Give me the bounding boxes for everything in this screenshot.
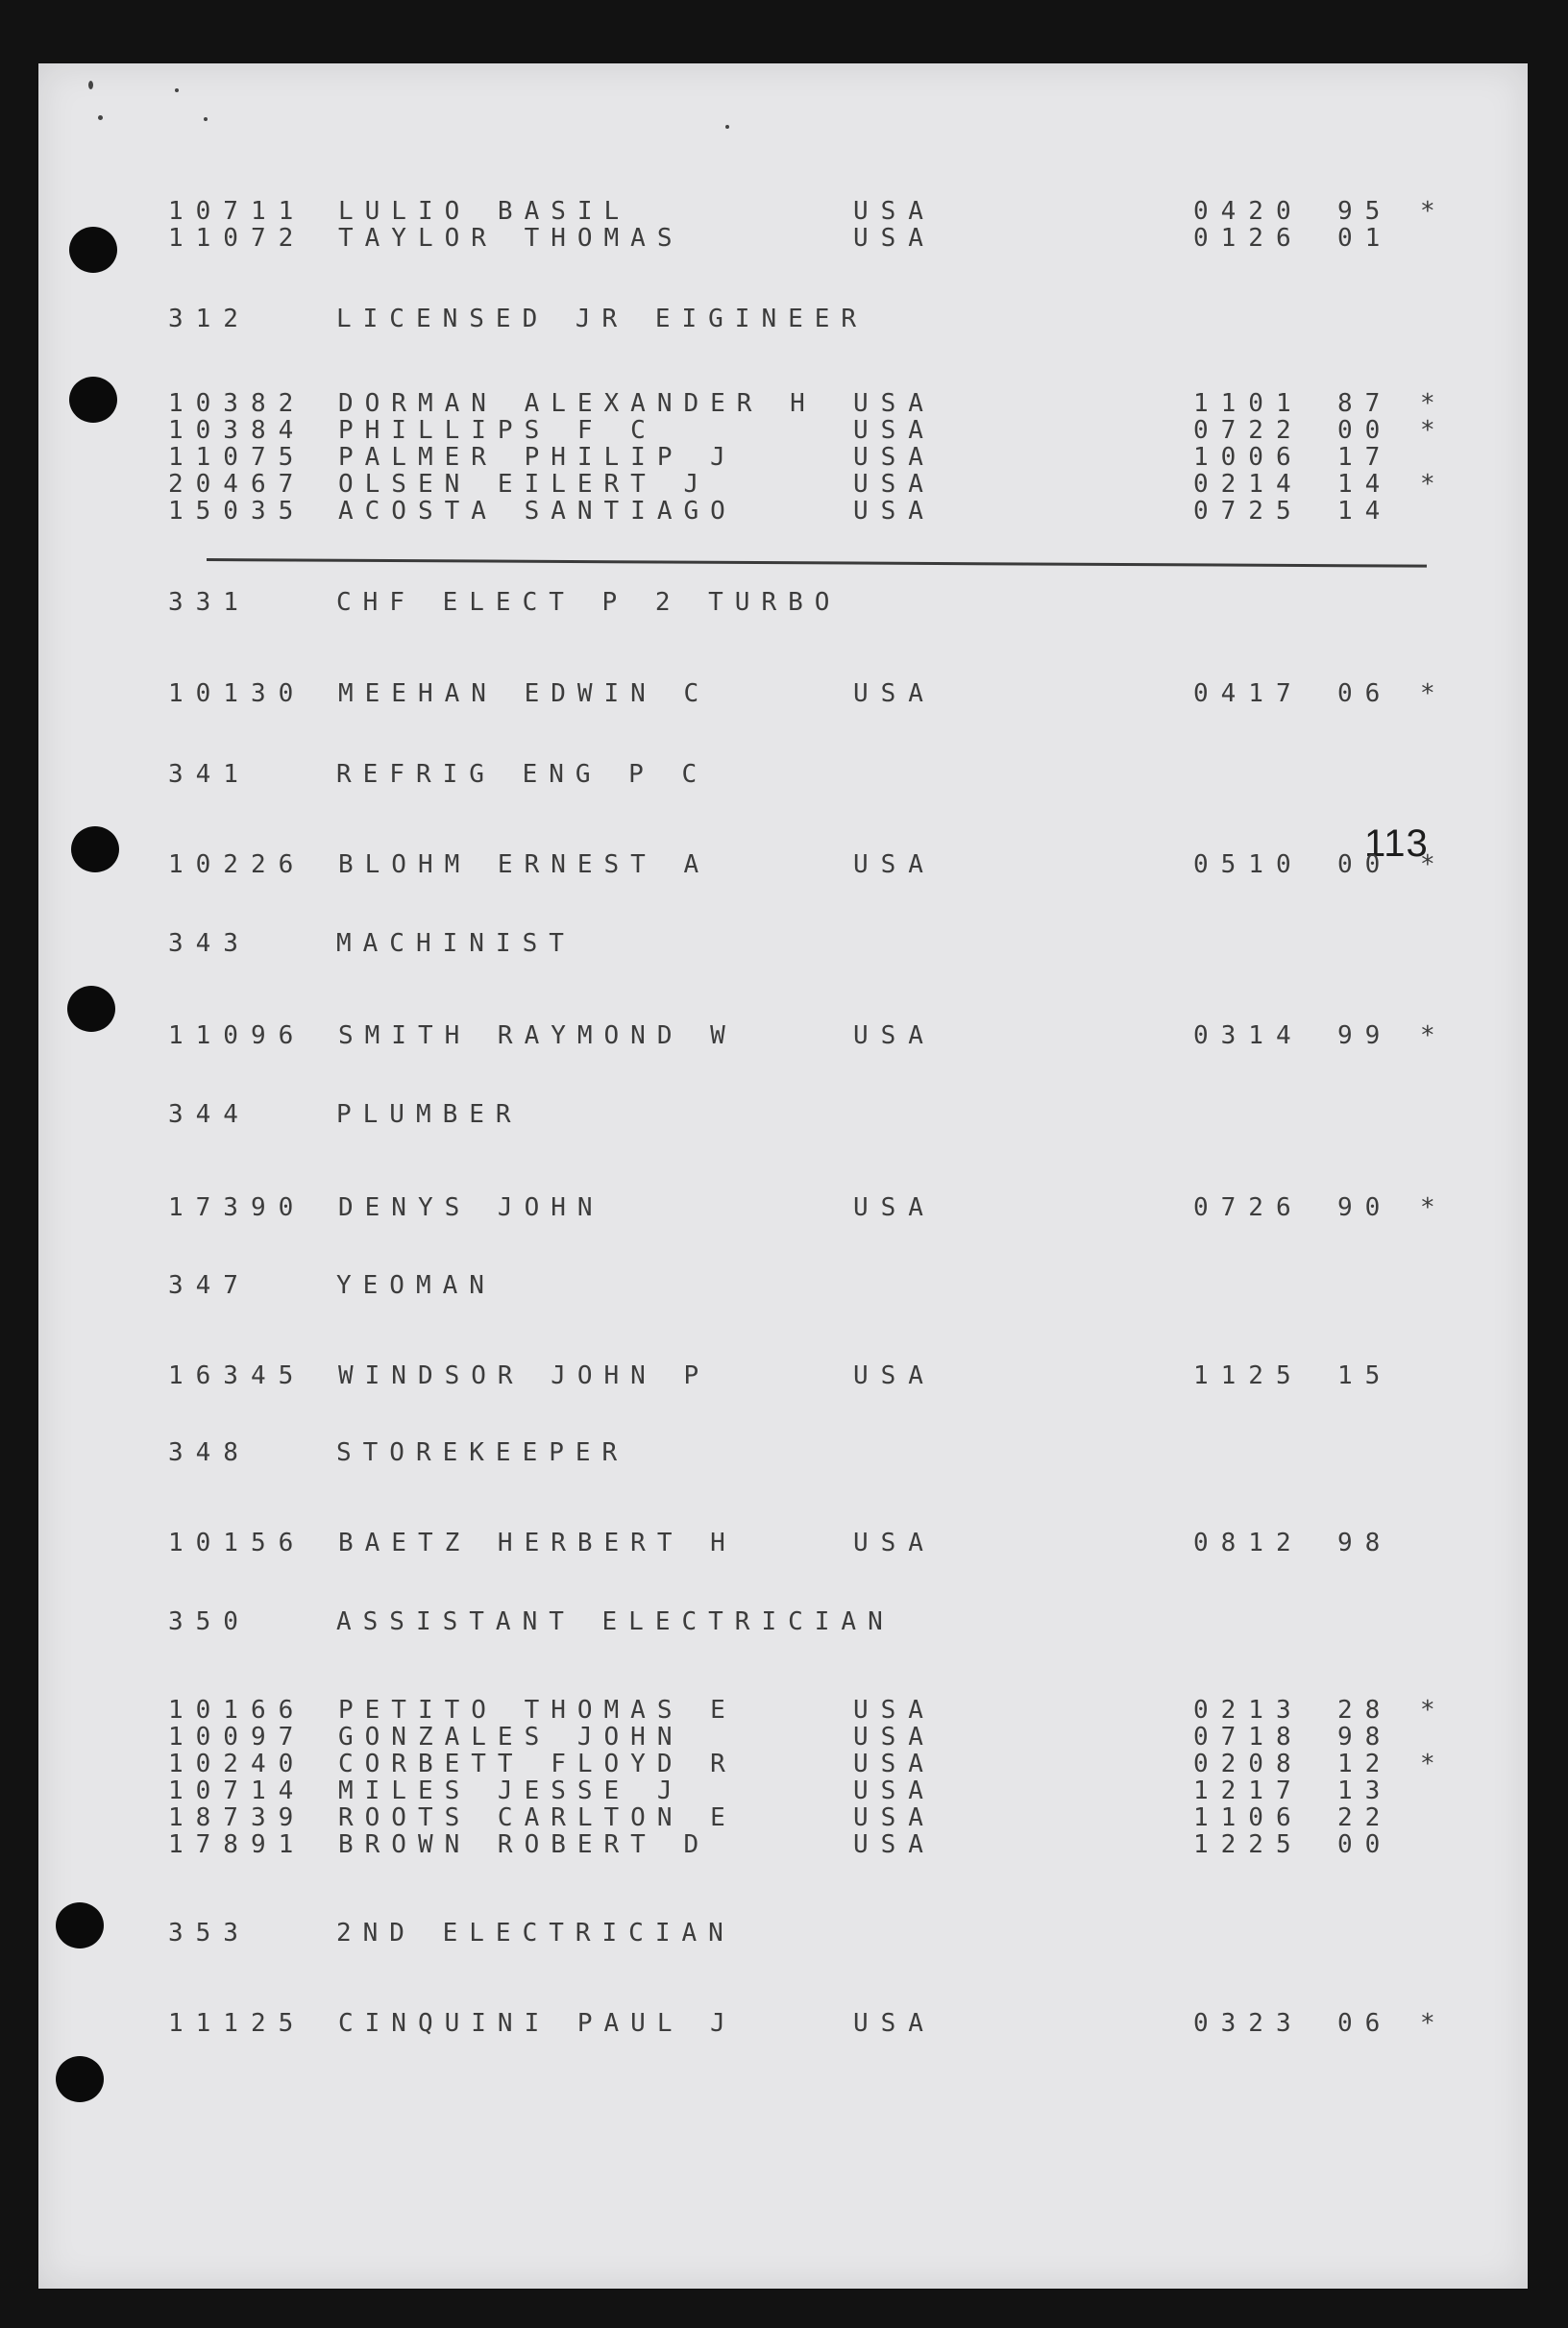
entry-date: 0126	[1193, 224, 1304, 253]
entry-id: 20467	[168, 470, 306, 499]
entry-id: 15035	[168, 497, 306, 526]
entry-name: BROWN ROBERT D	[338, 1830, 711, 1859]
entry-citizenship: USA	[853, 497, 936, 526]
entry-citizenship: USA	[853, 1696, 936, 1725]
entry-citizenship: USA	[853, 1750, 936, 1778]
entry-code: 90	[1337, 1193, 1393, 1222]
entry-code: 06	[1337, 679, 1393, 708]
entry-name: PALMER PHILIP J	[338, 443, 737, 472]
entry-name: MEEHAN EDWIN C	[338, 679, 711, 708]
section-code: 312	[168, 305, 251, 333]
entry-id: 10382	[168, 389, 306, 418]
entry-citizenship: USA	[853, 1361, 936, 1390]
entry-id: 10714	[168, 1777, 306, 1805]
entry-asterisk: *	[1420, 1021, 1435, 1050]
entry-date: 1101	[1193, 389, 1304, 418]
entry-asterisk: *	[1420, 1696, 1435, 1725]
entry-code: 17	[1337, 443, 1393, 472]
entry-date: 0208	[1193, 1750, 1304, 1778]
entry-id: 10711	[168, 197, 306, 226]
entry-id: 18739	[168, 1803, 306, 1832]
entry-code: 22	[1337, 1803, 1393, 1832]
entry-citizenship: USA	[853, 1777, 936, 1805]
entry-name: GONZALES JOHN	[338, 1723, 684, 1752]
document-page	[38, 63, 1528, 2289]
entry-date: 1217	[1193, 1777, 1304, 1805]
entry-id: 10097	[168, 1723, 306, 1752]
entry-date: 0417	[1193, 679, 1304, 708]
entry-asterisk: *	[1420, 470, 1435, 499]
entry-citizenship: USA	[853, 1021, 936, 1050]
entry-name: CORBETT FLOYD R	[338, 1750, 737, 1778]
entry-id: 11125	[168, 2009, 306, 2038]
punch-hole	[69, 377, 117, 423]
section-code: 347	[168, 1271, 251, 1300]
entry-name: ACOSTA SANTIAGO	[338, 497, 737, 526]
entry-name: CINQUINI PAUL J	[338, 2009, 737, 2038]
entry-id: 17390	[168, 1193, 306, 1222]
section-title: YEOMAN	[336, 1271, 496, 1300]
speck	[175, 88, 179, 92]
section-code: 344	[168, 1100, 251, 1129]
entry-asterisk: *	[1420, 850, 1435, 879]
entry-name: MILES JESSE J	[338, 1777, 684, 1805]
entry-asterisk: *	[1420, 679, 1435, 708]
strike-through-line	[207, 558, 1427, 568]
entry-code: 14	[1337, 470, 1393, 499]
section-code: 341	[168, 760, 251, 789]
entry-date: 0718	[1193, 1723, 1304, 1752]
entry-code: 15	[1337, 1361, 1393, 1390]
entry-citizenship: USA	[853, 1803, 936, 1832]
entry-citizenship: USA	[853, 1723, 936, 1752]
speck	[88, 81, 93, 89]
entry-id: 11096	[168, 1021, 306, 1050]
entry-name: BAETZ HERBERT H	[338, 1529, 737, 1557]
entry-code: 12	[1337, 1750, 1393, 1778]
speck	[725, 125, 729, 129]
entry-date: 0725	[1193, 497, 1304, 526]
section-title: 2ND ELECTRICIAN	[336, 1919, 735, 1948]
entry-id: 11072	[168, 224, 306, 253]
speck	[98, 115, 103, 120]
section-code: 348	[168, 1438, 251, 1467]
entry-date: 1225	[1193, 1830, 1304, 1859]
entry-id: 16345	[168, 1361, 306, 1390]
section-code: 343	[168, 929, 251, 958]
entry-id: 10130	[168, 679, 306, 708]
entry-date: 0726	[1193, 1193, 1304, 1222]
entry-citizenship: USA	[853, 197, 936, 226]
section-title: PLUMBER	[336, 1100, 523, 1129]
entry-name: TAYLOR THOMAS	[338, 224, 684, 253]
entry-id: 10166	[168, 1696, 306, 1725]
entry-code: 98	[1337, 1529, 1393, 1557]
punch-hole	[69, 227, 117, 273]
section-code: 350	[168, 1607, 251, 1636]
entry-id: 10240	[168, 1750, 306, 1778]
entry-citizenship: USA	[853, 1529, 936, 1557]
page-number: 113	[1364, 822, 1429, 865]
entry-name: PETITO THOMAS E	[338, 1696, 737, 1725]
entry-asterisk: *	[1420, 1193, 1435, 1222]
entry-code: 00	[1337, 1830, 1393, 1859]
section-title: LICENSED JR EIGINEER	[336, 305, 869, 333]
entry-code: 87	[1337, 389, 1393, 418]
entry-name: DORMAN ALEXANDER H	[338, 389, 817, 418]
section-title: MACHINIST	[336, 929, 576, 958]
entry-name: ROOTS CARLTON E	[338, 1803, 737, 1832]
speck	[204, 117, 208, 121]
entry-citizenship: USA	[853, 416, 936, 445]
entry-code: 98	[1337, 1723, 1393, 1752]
entry-date: 1106	[1193, 1803, 1304, 1832]
entry-asterisk: *	[1420, 1750, 1435, 1778]
entry-date: 0314	[1193, 1021, 1304, 1050]
section-title: REFRIG ENG P C	[336, 760, 709, 789]
entry-asterisk: *	[1420, 2009, 1435, 2038]
entry-code: 99	[1337, 1021, 1393, 1050]
entry-date: 0510	[1193, 850, 1304, 879]
entry-citizenship: USA	[853, 679, 936, 708]
entry-date: 0812	[1193, 1529, 1304, 1557]
punch-hole	[71, 826, 119, 872]
entry-citizenship: USA	[853, 470, 936, 499]
entry-citizenship: USA	[853, 2009, 936, 2038]
entry-citizenship: USA	[853, 1193, 936, 1222]
entry-id: 11075	[168, 443, 306, 472]
entry-date: 1006	[1193, 443, 1304, 472]
entry-name: DENYS JOHN	[338, 1193, 604, 1222]
entry-id: 10384	[168, 416, 306, 445]
entry-date: 0323	[1193, 2009, 1304, 2038]
entry-name: LULIO BASIL	[338, 197, 631, 226]
entry-name: SMITH RAYMOND W	[338, 1021, 737, 1050]
entry-citizenship: USA	[853, 850, 936, 879]
section-code: 353	[168, 1919, 251, 1948]
entry-date: 0722	[1193, 416, 1304, 445]
punch-hole	[56, 2056, 104, 2102]
section-title: CHF ELECT P 2 TURBO	[336, 588, 842, 617]
entry-code: 95	[1337, 197, 1393, 226]
entry-name: OLSEN EILERT J	[338, 470, 711, 499]
entry-id: 10226	[168, 850, 306, 879]
entry-date: 0420	[1193, 197, 1304, 226]
entry-asterisk: *	[1420, 197, 1435, 226]
section-code: 331	[168, 588, 251, 617]
entry-code: 14	[1337, 497, 1393, 526]
entry-code: 13	[1337, 1777, 1393, 1805]
entry-asterisk: *	[1420, 416, 1435, 445]
entry-code: 28	[1337, 1696, 1393, 1725]
entry-name: BLOHM ERNEST A	[338, 850, 711, 879]
punch-hole	[56, 1902, 104, 1948]
section-title: STOREKEEPER	[336, 1438, 629, 1467]
entry-citizenship: USA	[853, 389, 936, 418]
entry-id: 10156	[168, 1529, 306, 1557]
entry-name: WINDSOR JOHN P	[338, 1361, 711, 1390]
entry-citizenship: USA	[853, 224, 936, 253]
entry-code: 06	[1337, 2009, 1393, 2038]
entry-code: 00	[1337, 850, 1393, 879]
entry-date: 0214	[1193, 470, 1304, 499]
entry-date: 0213	[1193, 1696, 1304, 1725]
entry-asterisk: *	[1420, 389, 1435, 418]
entry-code: 00	[1337, 416, 1393, 445]
punch-hole	[67, 986, 115, 1032]
entry-id: 17891	[168, 1830, 306, 1859]
entry-code: 01	[1337, 224, 1393, 253]
section-title: ASSISTANT ELECTRICIAN	[336, 1607, 894, 1636]
entry-citizenship: USA	[853, 1830, 936, 1859]
entry-date: 1125	[1193, 1361, 1304, 1390]
entry-citizenship: USA	[853, 443, 936, 472]
entry-name: PHILLIPS F C	[338, 416, 657, 445]
